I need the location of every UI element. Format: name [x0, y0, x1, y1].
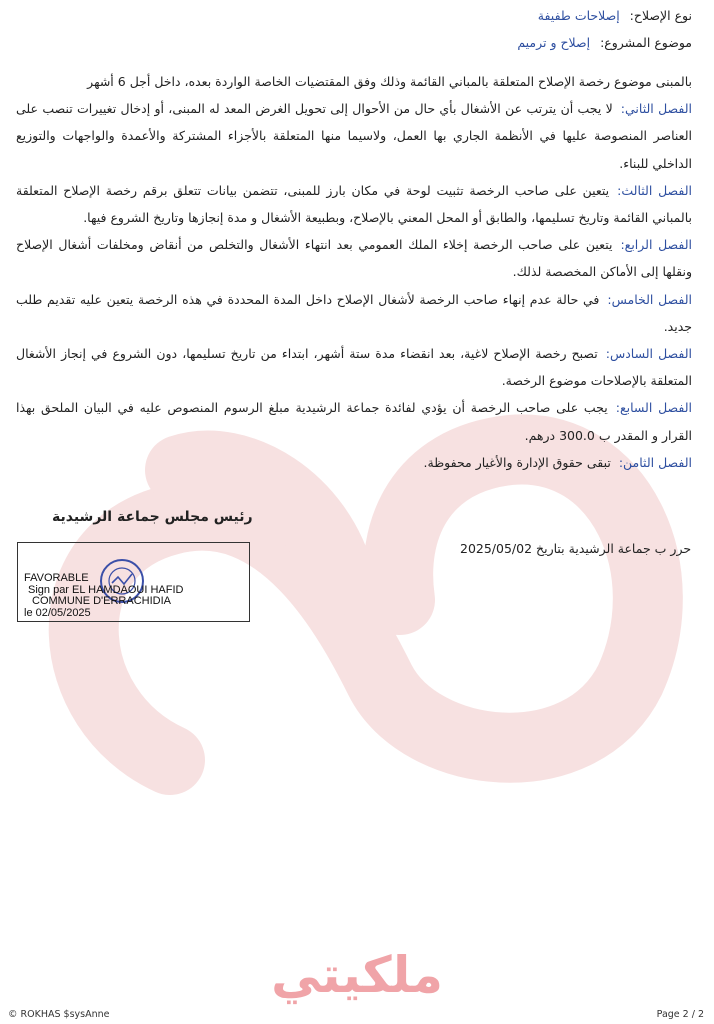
article-label: الفصل الثاني: [620, 101, 692, 117]
article-5 [16, 286, 692, 340]
article-text: يجب على صاحب الرخصة أن يؤدي لفائدة جماعة الرشيدية مبلغ الرسوم المنصوص عليه في البيان الملحق بهذا القرار و المقدر ب 300.0 درهم. [16, 400, 692, 443]
article-3 [16, 177, 692, 231]
article-6 [16, 340, 692, 394]
signatory-title: رئيس مجلس جماعة الرشيدية [52, 509, 253, 525]
article-label: الفصل الثامن: [618, 454, 692, 470]
stamp-line: FAVORABLE [24, 572, 89, 584]
electronic-signature-stamp [17, 542, 250, 622]
article-text: تبقى حقوق الإدارة والأغيار محفوظة. [423, 454, 611, 470]
repair-type-label: نوع الإصلاح: [629, 8, 692, 23]
page-number: Page 2 / 2 [656, 1009, 704, 1020]
document-body [16, 68, 692, 476]
stamp-line: le 02/05/2025 [24, 606, 91, 619]
project-subject-line [517, 35, 692, 50]
article-4 [16, 231, 692, 285]
stamp-line: COMMUNE D'ERRACHIDIA [32, 595, 171, 607]
project-subject-label: موضوع المشروع: [600, 35, 692, 50]
article-label: الفصل السابع: [615, 400, 692, 416]
article-text: في حالة عدم إنهاء صاحب الرخصة لأشغال الإصلاح داخل المدة المحددة في هذه الرخصة يتعين عليه تقديم طلب جديد. [16, 291, 692, 334]
article-label: الفصل الرابع: [620, 237, 692, 253]
article-text: يتعين على صاحب الرخصة إخلاء الملك العمومي بعد انتهاء الأشغال والتخلص من أنقاض ومخلفات أشغال الإصلاح ونقلها إلى الأماكن المخصصة لذلك. [16, 237, 692, 280]
article-7 [16, 394, 692, 448]
dated-line: حرر ب جماعة الرشيدية بتاريخ 2025/05/02 [460, 541, 692, 556]
article-label: الفصل الثالث: [617, 182, 693, 198]
article-label: الفصل الخامس: [607, 291, 693, 307]
article-8 [16, 449, 692, 476]
article-label: الفصل السادس: [605, 346, 692, 362]
project-subject-value: إصلاح و ترميم [517, 35, 591, 50]
intro-paragraph: بالمبنى موضوع رخصة الإصلاح المتعلقة بالمباني القائمة وذلك وفق المقتضيات الخاصة الواردة بعده، داخل أجل 6 أشهر [87, 74, 692, 89]
brand-logo: ملكيتي [271, 946, 443, 1004]
footer-copyright: © ROKHAS $sysAnne [8, 1009, 110, 1020]
article-text: لا يجب أن يترتب عن الأشغال بأي حال من الأحوال إلى تحويل الغرض المعد له المبنى، أو إدخال تغييرات تنصب على العناصر المنصوصة عليها في الأنظمة الجاري بها العمل، ولاسيما منها المتعلقة بالأجزاء المشتركة والأعمدة والواجهات والتوزيع الداخلي للبناء. [16, 101, 692, 171]
stamp-text [24, 573, 183, 619]
article-text: تصبح رخصة الإصلاح لاغية، بعد انقضاء مدة ستة أشهر، ابتداء من تاريخ تسليمها، دون الشروع في إنجاز الأشغال المتعلقة بالإصلاحات موضوع الرخصة. [16, 346, 692, 389]
repair-type-value: إصلاحات طفيفة [537, 8, 620, 23]
article-2 [16, 95, 692, 177]
repair-type-line [538, 8, 692, 23]
stamp-line: Sign par EL HAMDAOUI HAFID [28, 583, 184, 596]
article-text: يتعين على صاحب الرخصة تثبيت لوحة في مكان بارز للمبنى، تتضمن بيانات تتعلق برقم رخصة الإصلاح المتعلقة بالمباني القائمة وتاريخ تسليمها، والطابق أو المحل المعني بالإصلاح، وبطبيعة الأشغال و مدة إنجازها وتاريخ الشروع فيها. [16, 182, 692, 226]
